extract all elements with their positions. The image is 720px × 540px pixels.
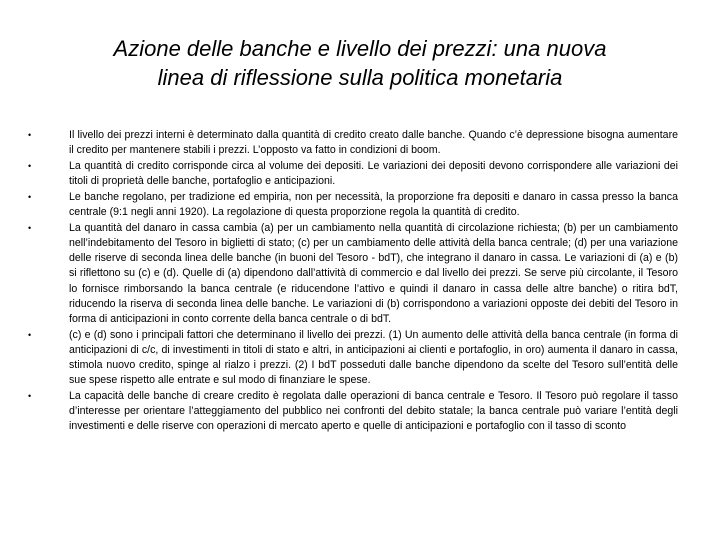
bullet-text: La capacità delle banche di creare credito è regolata dalle operazioni di banca centrale e Tesoro. Il Tesoro può regolare il tasso d’interesse per orientare l’atteggiamento del pubblico nei confronti del debito statale; la banca centrale può variare l’entità degli investimenti e delle riserve con operazioni di mercato aperto e quelle di anticipazioni e portafoglio con il tasso di sconto	[69, 389, 678, 433]
bullet-item	[28, 128, 678, 158]
bullet-dot-icon: •	[28, 390, 32, 401]
bullet-text: Il livello dei prezzi interni è determinato dalla quantità di credito creato dalle banche. Quando c’è depressione bisogna aumentare il credito per mantenere stabili i prezzi. L’opposto va fatto in condizioni di boom.	[69, 129, 678, 157]
bullet-dot-icon: •	[28, 329, 32, 340]
slide-title	[40, 34, 680, 92]
bullet-text: La quantità del danaro in cassa cambia (a) per un cambiamento nella quantità di circolazione richiesta; (b) per un cambiamento nell’indebitamento del Tesoro in biglietti di stato; (c) per un cambiamento delle attività della banca centrale; (d) per una variazione delle riserve di seconda linea delle banche (in buoni del Tesoro - bdT), che integrano il danaro in cassa. Le variazioni di (a) e (b) si riflettono su (c) e (d). Quelle di (a) dipendono dall’attività di commercio e dal livello dei prezzi. Se serve più circolante, il Tesoro lo fornisce rimborsando la banca centrale (e riducendone l’attivo e quindi il danaro in cassa delle altre banche) o ritira bdT, riducendo la riserva di seconda linea delle banche. Le variazioni di (b) corrispondono a variazioni opposte dei debiti del Tesoro in forma di anticipazioni in conto corrente della banca centrale o di bdT.	[69, 221, 678, 325]
bullet-item	[28, 389, 678, 435]
bullet-text: La quantità di credito corrisponde circa al volume dei depositi. Le variazioni dei depositi devono corrispondere alle variazioni dei titoli di proprietà delle banche, portafoglio e anticipazioni.	[69, 159, 678, 188]
bullet-text: Le banche regolano, per tradizione ed empiria, non per necessità, la proporzione fra depositi e danaro in cassa presso la banca centrale (9:1 negli anni 1920). La regolazione di questa proporzione regola la quantità di credito.	[69, 190, 678, 219]
bullet-text: (c) e (d) sono i principali fattori che determinano il livello dei prezzi. (1) Un aumento delle attività della banca centrale (in forma di anticipazioni di c/c, di investimenti in titoli di stato e altri, in anticipazioni ai clienti e portafoglio, in oro) aumenta il danaro in cassa, stimola nuovo credito, spinge al rialzo i prezzi. (2) I bdT posseduti dalle banche dipendono da scelte del Tesoro sull’entità delle sue spese rispetto alle entrate e sul modo di finanziare le spese.	[69, 328, 678, 387]
bullet-item	[28, 328, 678, 389]
slide-title-line-2: linea di riflessione sulla politica monetaria	[157, 65, 563, 90]
bullet-item	[28, 221, 678, 327]
bullet-dot-icon: •	[28, 222, 32, 233]
bullet-item	[28, 159, 678, 189]
bullet-list	[28, 128, 678, 435]
bullet-item	[28, 190, 678, 220]
bullet-dot-icon: •	[28, 130, 32, 140]
bullet-dot-icon: •	[28, 160, 32, 171]
bullet-dot-icon: •	[28, 191, 32, 202]
slide-title-line-1: Azione delle banche e livello dei prezzi: una nuova	[113, 36, 607, 61]
